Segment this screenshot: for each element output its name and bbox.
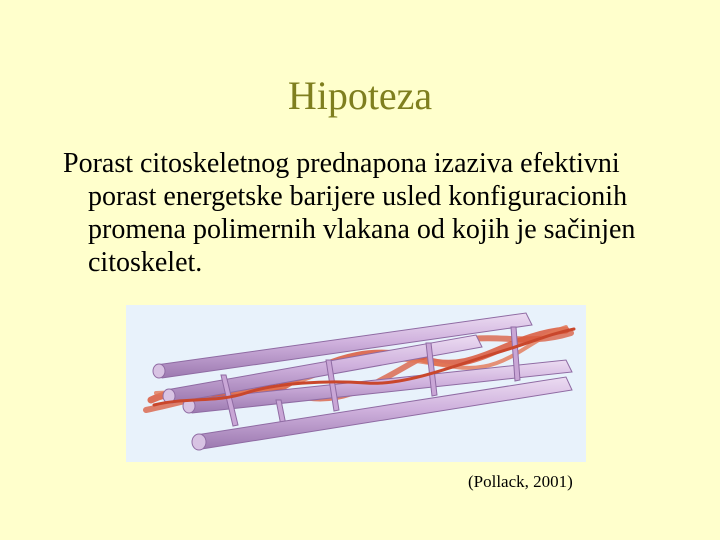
filament-diagram: [126, 305, 586, 462]
body-text: Porast citoskeletnog prednapona izaziva efektivni porast energetske barijere usled konfiguracionih promena polimernih vlakana od kojih je sačinjen citoskelet.: [63, 148, 636, 278]
slide-title: Hipoteza: [287, 73, 433, 118]
cytoskeleton-illustration: [126, 305, 586, 462]
body-paragraph: [63, 147, 663, 279]
figure-caption: (Pollack, 2001): [468, 472, 573, 491]
